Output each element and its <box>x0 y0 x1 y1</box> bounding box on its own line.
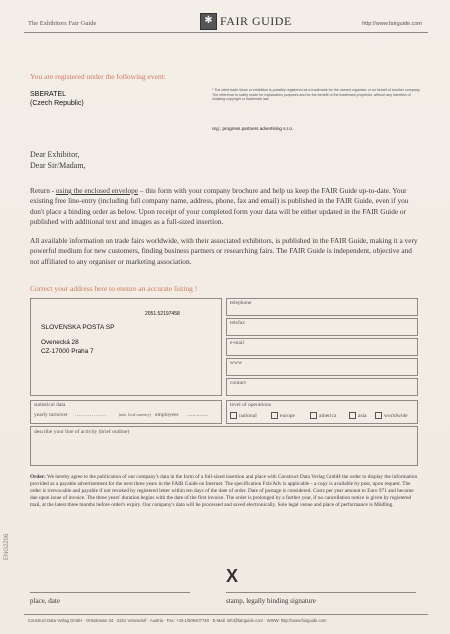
footer-divider <box>24 614 428 615</box>
employees-label: employees <box>155 412 179 418</box>
place-date-label: place, date <box>30 597 60 605</box>
statistical-data-box[interactable]: statistical data yearly turnover ................. (mio. local currency) employees ............... <box>30 400 222 424</box>
greeting-1: Dear Exhibitor, <box>30 150 80 159</box>
event-country: (Czech Republic) <box>30 100 84 107</box>
logo-star-icon: ✱ <box>200 13 217 30</box>
greeting-2: Dear Sir/Madam, <box>30 161 86 170</box>
address-box[interactable] <box>30 298 222 396</box>
op-america[interactable]: america <box>310 412 336 419</box>
event-name: SBERATEL <box>30 91 67 98</box>
page-header <box>24 14 428 33</box>
registered-heading: You are registered under the following event: <box>30 72 166 81</box>
op-asia[interactable]: asia <box>349 412 367 419</box>
address-company: SLOVENSKA POSTA SP <box>41 324 115 331</box>
address-city: CZ-17000 Praha 7 <box>41 348 94 355</box>
asia-checkbox[interactable] <box>349 412 356 419</box>
signature-line[interactable] <box>226 592 416 593</box>
logo-text: FAIR GUIDE <box>220 13 292 28</box>
turnover-label: yearly turnover <box>34 412 68 418</box>
america-checkbox[interactable] <box>310 412 317 419</box>
stamp-label: stamp, legally binding signature <box>226 597 316 605</box>
fair-guide-logo <box>200 12 292 30</box>
organiser: org.: progress partners advertising s.r.o. <box>212 126 294 131</box>
telephone-field[interactable]: telephone <box>226 298 418 316</box>
footer-contact: Construct Data Verlag GmbH · Ortsstrasse 34 · 2331 Vösendorf · Austria · Fax: +43-1/609407740 · E-Mail: info@fairguide.com · WWW: http://www.fairguide.com <box>28 618 327 623</box>
operations-box: level of operations national europe america asia worldwide <box>226 400 418 424</box>
paragraph-return: Return - using the enclosed envelope – this form with your company brochure and help us keep the FAIR Guide up-to-date. Your existing free line-entry (including full company name, address, phone, fax and email) is published in the FAIR Guide, even if you don't place a binding order as below. Upon receipt of your completed form your data will be either updated in the FAIR Guide or published with additional text and images as a full-sized insertion. <box>30 186 409 226</box>
order-terms: Order: We hereby agree to the publication of our company's data in the form of a full-sized insertion and place with Construct Data Verlag GmbH the order to display the information provided as a payable advertisement for the next three years in the FAIR Guide on Internet. The specification Fxb/Adv is applicable - a copy is available by post, upon request. The order is irrevocable and payable if not revoked by registered letter within ten days of the date of order. Date of postage is considered. Costs per year amount to Euro 971 and become due upon issue of invoice. The three years' duration begins with the date of the first invoice. The order is prolonged by a further year, if no cancellation notice is given by registered mail, at the latest three months before order's expiry. Our company's data will be processed and saved electronically. Sole legal venue and place of performance is Mödling. <box>30 474 418 508</box>
paragraph-info: All available information on trade fairs worldwide, with their associated exhibitors, is published in the FAIR Guide, making it a very powerful medium for new customers, finding business partners or researching fairs. The FAIR Guide is independent, objective and not affiliated to any organiser or marketing association. <box>30 236 418 266</box>
side-code: ENG2206 <box>4 533 10 560</box>
correct-heading: Correct your address here to ensure an accurate listing ! <box>30 284 198 293</box>
date-line[interactable] <box>30 592 190 593</box>
contact-field[interactable]: contact <box>226 378 418 396</box>
header-url[interactable]: http://www.fairguide.com <box>362 21 422 27</box>
header-title: The Exhibitors Fair Guide <box>28 20 97 27</box>
www-field[interactable]: www <box>226 358 418 376</box>
europe-checkbox[interactable] <box>271 412 278 419</box>
address-id: 2051.52197458 <box>145 311 180 317</box>
national-checkbox[interactable] <box>230 412 237 419</box>
signature-mark: X <box>226 566 239 586</box>
op-national[interactable]: national <box>230 412 257 419</box>
email-field[interactable]: e-mail <box>226 338 418 356</box>
address-street: Ovenecká 28 <box>41 339 79 346</box>
envelope-link-text: using the enclosed envelope <box>55 186 139 195</box>
worldwide-checkbox[interactable] <box>375 412 382 419</box>
activity-box[interactable]: describe your line of activity (brief outline) <box>30 426 418 466</box>
op-europe[interactable]: europe <box>271 412 295 419</box>
op-worldwide[interactable]: worldwide <box>375 412 408 419</box>
telefax-field[interactable]: telefax <box>226 318 418 336</box>
trademark-note: * The cited trade show or exhibition is possibly registered as a trademark for the named organiser or on behalf of another company. The reference is solely made for explanation purposes and for the benefit of the trademark proprietor, without any intention of violating copyright or trademark law. <box>212 88 421 102</box>
